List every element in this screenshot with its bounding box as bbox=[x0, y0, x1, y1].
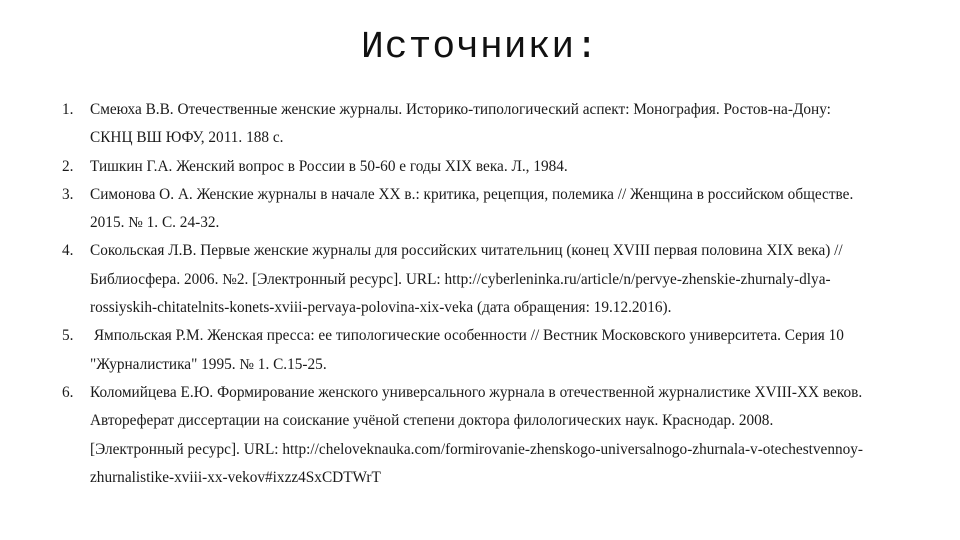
reference-number: 3. bbox=[62, 185, 74, 203]
reference-line: Ямпольская Р.М. Женская пресса: ее типологические особенности // Вестник Московского университета. Серия 10 bbox=[90, 327, 844, 345]
reference-line: Сокольская Л.В. Первые женские журналы для российских читательниц (конец XVIII первая половина XIX века) // bbox=[90, 242, 843, 260]
reference-number: 4. bbox=[62, 242, 74, 260]
reference-line: Симонова О. А. Женские журналы в начале XX в.: критика, рецепция, полемика // Женщина в российском обществе. bbox=[90, 185, 854, 203]
reference-line: СКНЦ ВШ ЮФУ, 2011. 188 с. bbox=[90, 129, 284, 147]
reference-item bbox=[56, 379, 916, 492]
reference-link-line: [Электронный ресурс]. URL: http://cheloveknauka.com/formirovanie-zhenskogo-universalnogo-zhurnala-v-otechestvennoy- bbox=[90, 440, 864, 458]
reference-number: 1. bbox=[62, 101, 74, 118]
reference-item bbox=[56, 96, 916, 153]
reference-line: Автореферат диссертации на соискание учёной степени доктора филологических наук. Краснодар. 2008. bbox=[90, 412, 774, 430]
reference-item bbox=[56, 237, 916, 322]
reference-item bbox=[56, 153, 916, 181]
page-title: Источники: bbox=[360, 26, 600, 69]
reference-number: 5. bbox=[62, 327, 74, 345]
reference-line: Коломийцева Е.Ю. Формирование женского универсального журнала в отечественной журналистике XVIII-XX веков. bbox=[90, 383, 863, 401]
reference-number: 6. bbox=[62, 383, 74, 401]
reference-link-line: Библиосфера. 2006. №2. [Электронный ресурс]. URL: http://cyberleninka.ru/article/n/pervye-zhenskie-zhurnaly-dlya- bbox=[90, 270, 831, 288]
reference-list bbox=[56, 96, 916, 492]
reference-number: 2. bbox=[62, 157, 74, 175]
reference-link-line: rossiyskih-chitatelnits-konets-xviii-pervaya-polovina-xix-veka (дата обращения: 19.12.2016). bbox=[90, 299, 672, 317]
reference-line: Тишкин Г.А. Женский вопрос в России в 50-60 е годы XIX века. Л., 1984. bbox=[90, 157, 568, 175]
reference-line: "Журналистика" 1995. № 1. С.15-25. bbox=[90, 355, 327, 373]
reference-line: Смеюха В.В. Отечественные женские журналы. Историко-типологический аспект: Монография. Ростов-на-Дону: bbox=[90, 101, 831, 118]
reference-link-line: zhurnalistike-xviii-xx-vekov#ixzz4SxCDTWrT bbox=[90, 468, 381, 486]
reference-item bbox=[56, 322, 916, 379]
reference-item bbox=[56, 181, 916, 238]
reference-line: 2015. № 1. С. 24-32. bbox=[90, 214, 220, 232]
